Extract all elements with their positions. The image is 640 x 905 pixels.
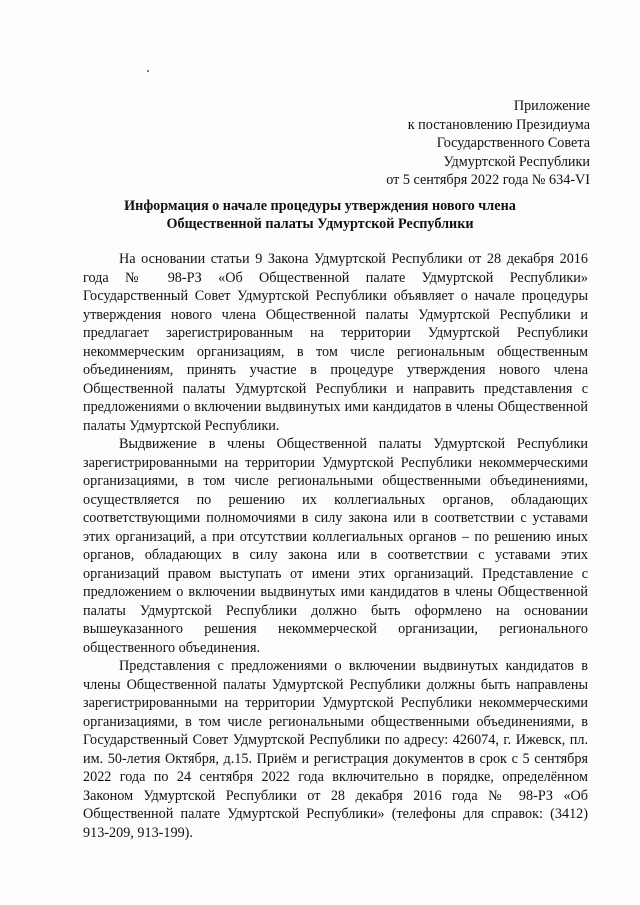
paragraph-submission-details: Представления с предложениями о включении выдвинутых кандидатов в члены Общественной палаты Удмуртской Республики должны быть направлены зарегистрированными на территории Удмуртской Республики некоммерческими организациями, в том числе региональными общественными объединениями, в Государственный Совет Удмуртской Республики по адресу: 426074, г. Ижевск, пл. им. 50-летия Октября, д.15. Приём и регистрация документов в срок с 5 сентября 2022 года по 24 сентября 2022 года включительно в порядке, определённом Законом Удмуртской Республики от 28 декабря 2016 года № 98-РЗ «Об Общественной палате Удмуртской Республики» (телефоны для справок: (3412) 913-209, 913-199).	[83, 658, 588, 841]
paragraph-nomination-procedure: Выдвижение в члены Общественной палаты Удмуртской Республики зарегистрированными на территории Удмуртской Республики некоммерческими организациями, в том числе региональными общественными объединениями, осуществляется по решению их коллегиальных органов, обладающих соответствующими полномочиями в силу закона или в соответствии с уставами этих организаций, а при отсутствии коллегиальных органов – по решению иных органов, обладающих в силу закона или в соответствии с уставами этих организаций правом выступать от имени этих организаций. Представление с предложением о включении выдвинутых ими кандидатов в члены Общественной палаты Удмуртской Республики должно быть оформлено на основании вышеуказанного решения некоммерческой организации, регионального общественного объединения.	[83, 436, 588, 656]
scan-speck	[147, 70, 149, 72]
appendix-line-title: Приложение	[513, 98, 590, 114]
document-title-line-1: Информация о начале процедуры утверждения нового члена	[124, 198, 516, 214]
appendix-line-date-number: от 5 сентября 2022 года № 634-VI	[386, 172, 590, 189]
document-title-line-2: Общественной палаты Удмуртской Республики	[166, 216, 474, 233]
document-body	[83, 250, 588, 842]
paragraph-announcement: На основании статьи 9 Закона Удмуртской Республики от 28 декабря 2016 года № 98-РЗ «Об Общественной палате Удмуртской Республики» Государственный Совет Удмуртской Республики объявляет о начале процедуры утверждения нового члена Общественной палаты Удмуртской Республики и предлагает зарегистрированным на территории Удмуртской Республики некоммерческим организациям, в том числе региональным общественным объединениям, принять участие в процедуре утверждения нового члена Общественной палаты Удмуртской Республики и направить представления с предложениями о включении выдвинутых ими кандидатов в члены Общественной палаты Удмуртской Республики.	[83, 251, 588, 434]
document-title	[80, 197, 560, 234]
appendix-line-resolution: к постановлению Президиума	[407, 116, 590, 133]
appendix-line-council: Государственного Совета	[436, 135, 590, 152]
appendix-line-republic: Удмуртской Республики	[443, 153, 590, 170]
appendix-reference	[386, 97, 590, 190]
